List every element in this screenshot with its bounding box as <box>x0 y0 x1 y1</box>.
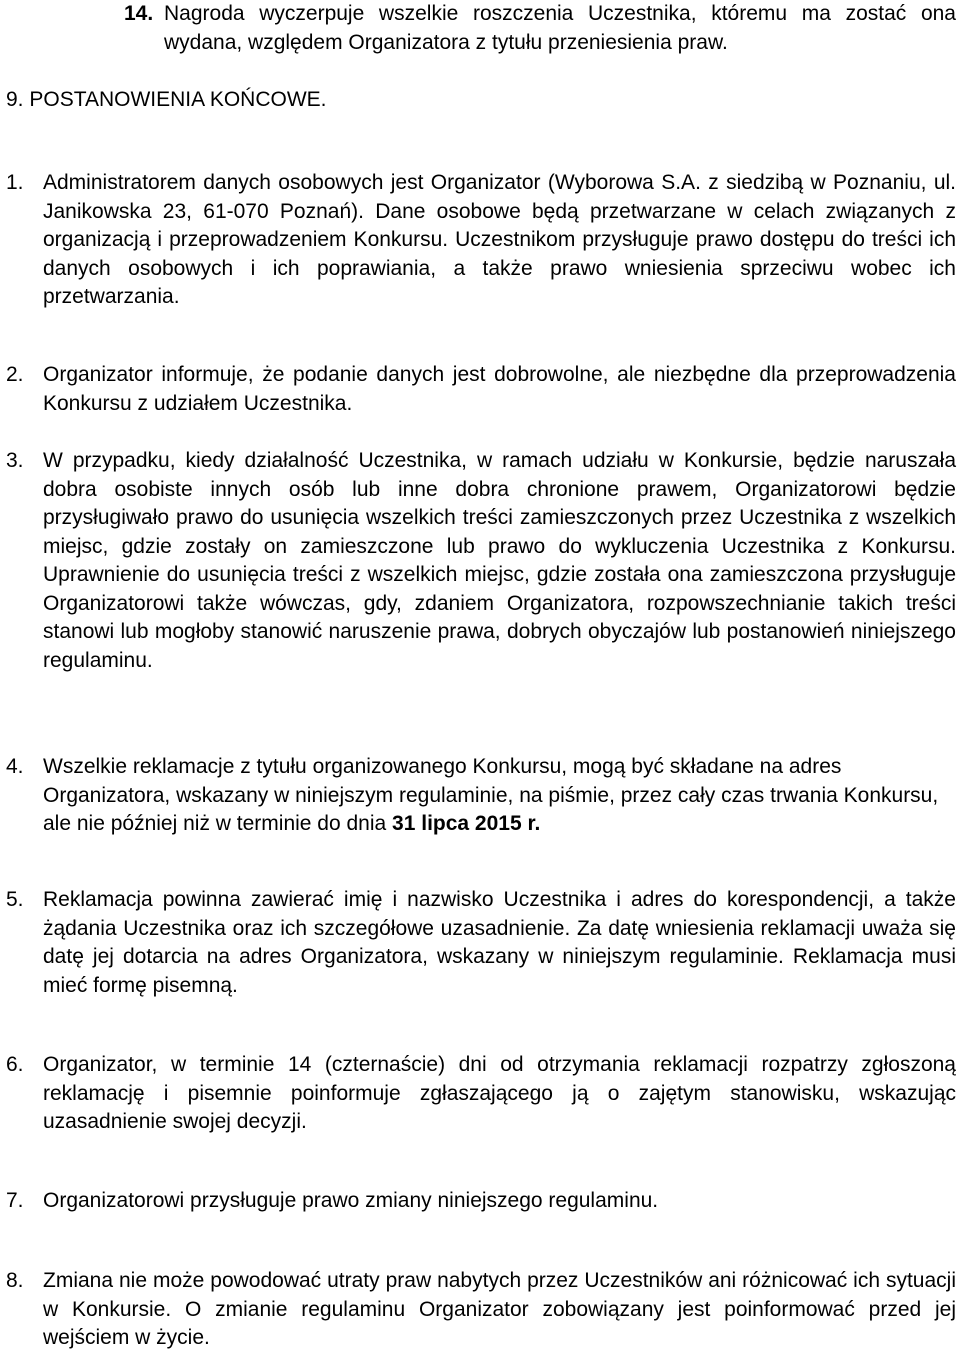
list-item-5 <box>0 886 956 1000</box>
item-number: 5. <box>6 888 24 911</box>
list-item-6 <box>0 1051 956 1137</box>
item-text: Nagroda wyczerpuje wszelkie roszczenia Uczestnika, któremu ma zostać ona wydana, względem Organizatora z tytułu przeniesienia praw. <box>164 2 956 54</box>
list-item-3 <box>0 447 956 675</box>
item-text: Zmiana nie może powodować utraty praw nabytych przez Uczestników ani różnicować ich sytuacji w Konkursie. O zmianie regulaminu Organizator zobowiązany jest poinformować przed jej wejściem w życie. <box>43 1269 956 1349</box>
list-item-2 <box>0 361 956 418</box>
list-item-8 <box>0 1267 956 1353</box>
list-item-14 <box>0 0 956 57</box>
item-number: 14. <box>124 2 154 25</box>
item-text <box>43 753 956 839</box>
item-number: 7. <box>6 1189 24 1212</box>
item-text: Organizatorowi przysługuje prawo zmiany niniejszego regulaminu. <box>43 1189 659 1212</box>
item-text: Administratorem danych osobowych jest Organizator (Wyborowa S.A. z siedzibą w Poznaniu, ul. Janikowska 23, 61-070 Poznań). Dane osobowe będą przetwarzane w celach związanych z organizacją i przeprowadzeniem Konkursu. Uczestnikom przysługuje prawo dostępu do treści ich danych osobowych i ich poprawiania, a także prawo wniesienia sprzeciwu wobec ich przetwarzania. <box>43 171 956 308</box>
item-number: 8. <box>6 1269 24 1292</box>
item-number: 3. <box>6 449 24 472</box>
item-number: 4. <box>6 755 24 778</box>
item-text: W przypadku, kiedy działalność Uczestnika, w ramach udziału w Konkursie, będzie naruszała dobra osobiste innych osób lub inne dobra chronione prawem, Organizatorowi będzie przysługiwało prawo do usunięcia wszelkich treści zamieszczonych przez Uczestnika z wszelkich miejsc, gdzie zostały on zamieszczone lub prawo do wykluczenia Uczestnika z Konkursu. Uprawnienie do usunięcia treści z wszelkich miejsc, gdzie została ona zamieszczona przysługuje Organizatorowi także wówczas, gdy, zdaniem Organizatora, rozpowszechnianie takich treści stanowi lub mogłoby stanowić naruszenie prawa, dobrych obyczajów lub postanowień niniejszego regulaminu. <box>43 449 956 672</box>
item-text: Organizator informuje, że podanie danych jest dobrowolne, ale niezbędne dla przeprowadzenia Konkursu z udziałem Uczestnika. <box>43 363 956 415</box>
item-text: Organizator, w terminie 14 (czternaście) dni od otrzymania reklamacji rozpatrzy zgłoszoną reklamację i pisemnie poinformuje zgłaszającego ją o zajętym stanowisku, wskazując uzasadnienie swojej decyzji. <box>43 1053 956 1133</box>
item-text-regular: Wszelkie reklamacje z tytułu organizowanego Konkursu, mogą być składane na adres Organizatora, wskazany w niniejszym regulaminie, na piśmie, przez cały czas trwania Konkursu, ale nie później niż w terminie do dnia <box>43 755 939 835</box>
section-heading: 9. POSTANOWIENIA KOŃCOWE. <box>6 88 327 111</box>
item-number: 2. <box>6 363 24 386</box>
item-text: Reklamacja powinna zawierać imię i nazwisko Uczestnika i adres do korespondencji, a także żądania Uczestnika oraz ich szczegółowe uzasadnienie. Za datę wniesienia reklamacji uważa się datę jej dotarcia na adres Organizatora, wskazany w niniejszym regulaminie. Reklamacja musi mieć formę pisemną. <box>43 888 956 997</box>
list-item-7 <box>0 1187 956 1216</box>
deadline-date: 31 lipca 2015 r. <box>392 812 541 835</box>
item-number: 1. <box>6 171 24 194</box>
item-number: 6. <box>6 1053 24 1076</box>
list-item-1 <box>0 169 956 312</box>
list-item-4 <box>0 753 956 839</box>
